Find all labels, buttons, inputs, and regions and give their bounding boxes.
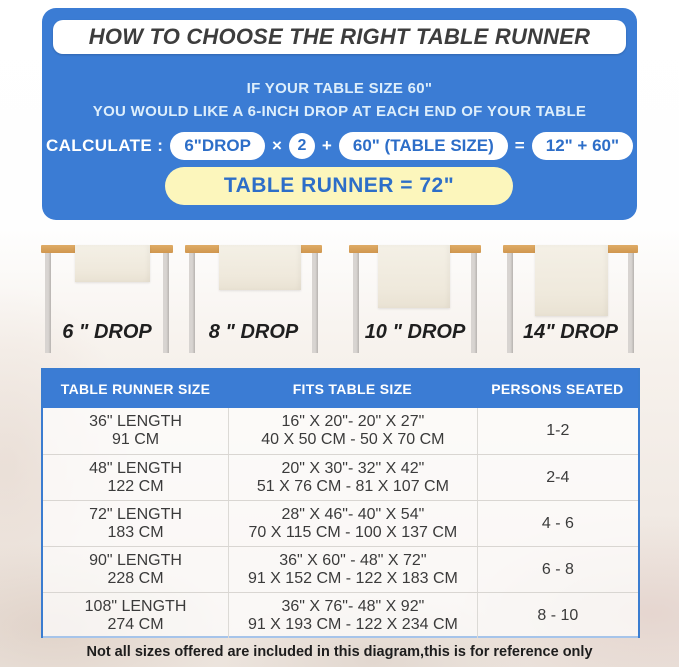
runner-length-cm: 228 CM [107,569,164,587]
equals-sign: = [514,136,525,155]
column-header-fits-size: FITS TABLE SIZE [292,381,413,397]
column-header-runner-size: TABLE RUNNER SIZE [60,381,211,397]
persons-count: 4 - 6 [541,514,574,532]
subtitle-line-2: YOU WOULD LIKE A 6-INCH DROP AT EACH END OF YOUR TABLE [92,103,587,120]
table-header-row [43,370,638,408]
runner-cloth [219,245,301,290]
runner-length-cm: 274 CM [107,615,164,633]
fits-size-cell [228,547,477,592]
header-panel [42,8,637,220]
persons-cell [477,547,638,592]
table-figure [503,245,638,368]
fits-size-cm: 91 X 152 CM - 122 X 183 CM [247,569,458,587]
result-pill: 12" + 60" [532,132,633,160]
fits-size-cm: 40 X 50 CM - 50 X 70 CM [261,431,445,448]
drop-pill: 6"DROP [170,132,265,160]
runner-cloth [75,245,150,282]
table-row [43,408,638,454]
fits-size-cm: 91 X 193 CM - 122 X 234 CM [247,615,458,633]
runner-length-cm: 122 CM [107,477,164,495]
calculate-label: CALCULATE : [45,136,164,155]
title-box [53,20,626,54]
page-title: HOW TO CHOOSE THE RIGHT TABLE RUNNER [88,24,591,49]
persons-cell [477,501,638,546]
fits-size-in: 36" X 60" - 48" X 72" [279,551,427,569]
fits-size-in: 28" X 46"- 40" X 54" [281,505,425,523]
persons-cell [477,408,638,454]
table-row [43,546,638,592]
calculation-row [42,132,637,160]
multiplier-badge: 2 [289,133,315,159]
drop-diagram [0,220,679,368]
fits-size-cell [228,408,477,454]
fits-size-cell [228,501,477,546]
runner-length-in: 108" LENGTH [84,597,187,615]
persons-cell [477,455,638,500]
runner-size-cell [43,408,228,454]
table-row [43,454,638,500]
table-figure [349,245,481,368]
runner-size-cell [43,501,228,546]
fits-size-cell [228,593,477,638]
column-header-persons: PERSONS SEATED [491,381,624,397]
drop-label: 8 " DROP [208,321,299,343]
footer-note: Not all sizes offered are included in this diagram,this is for reference only [86,644,593,660]
size-reference-table [41,368,640,638]
runner-length-in: 72" LENGTH [89,505,182,523]
runner-length-in: 90" LENGTH [89,551,182,569]
fits-size-in: 16" X 20"- 20" X 27" [281,413,425,430]
table-figure [41,245,173,368]
drop-label: 14" DROP [522,321,619,343]
fits-size-in: 20" X 30"- 32" X 42" [281,459,425,477]
persons-count: 6 - 8 [541,560,574,578]
fits-size-in: 36" X 76"- 48" X 92" [281,597,425,615]
table-size-pill: 60" (TABLE SIZE) [339,132,508,160]
runner-length-in: 36" LENGTH [89,413,182,430]
multiply-sign: × [271,136,282,155]
table-row [43,500,638,546]
runner-length-cm: 91 CM [111,431,160,448]
fits-size-cm: 51 X 76 CM - 81 X 107 CM [256,477,449,495]
persons-count: 2-4 [546,468,570,486]
runner-cloth [378,245,450,308]
drop-label: 6 " DROP [62,321,152,343]
persons-count: 8 - 10 [537,606,579,624]
runner-size-cell [43,593,228,638]
table-row [43,592,638,638]
runner-size-cell [43,455,228,500]
persons-cell [477,593,638,638]
fits-size-cm: 70 X 115 CM - 100 X 137 CM [248,523,458,541]
drop-label: 10 " DROP [364,321,466,343]
runner-cloth [535,245,608,316]
fits-size-cell [228,455,477,500]
subtitle-line-1: IF YOUR TABLE SIZE 60" [246,80,433,97]
runner-length-in: 48" LENGTH [89,459,182,477]
plus-sign: + [321,136,332,155]
conclusion-pill: TABLE RUNNER = 72" [165,167,513,205]
runner-size-cell [43,547,228,592]
persons-count: 1-2 [546,422,570,439]
runner-length-cm: 183 CM [107,523,164,541]
table-figure [185,245,322,368]
